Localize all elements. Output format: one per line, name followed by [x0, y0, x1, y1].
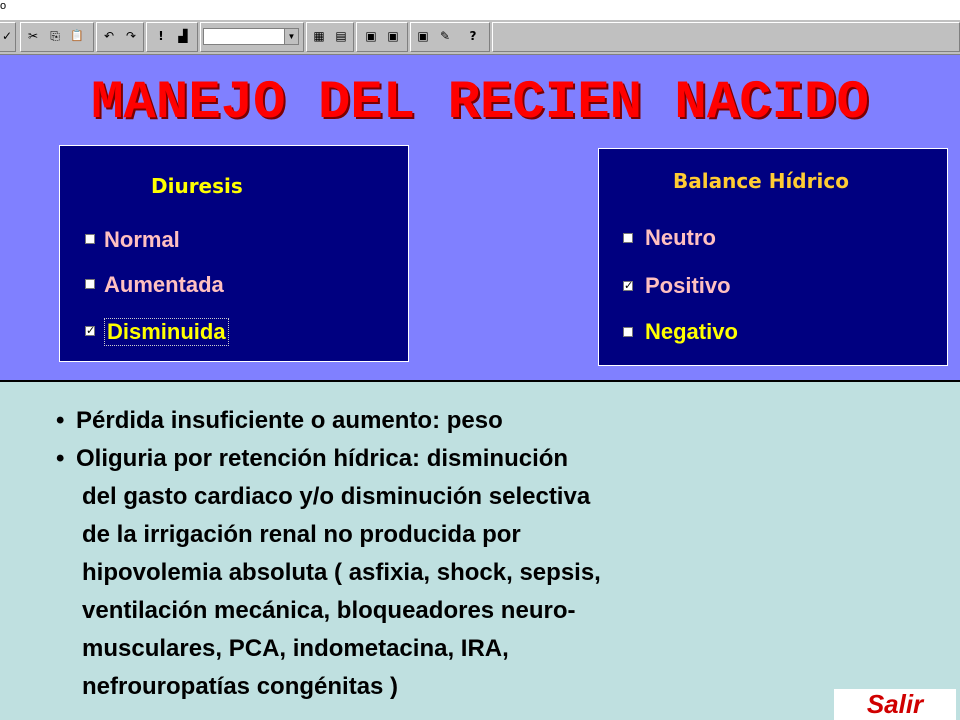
diuresis-panel: [59, 145, 409, 362]
balance-panel: [598, 148, 948, 366]
option-neutro[interactable]: Neutro: [645, 225, 716, 250]
slide: [0, 55, 960, 720]
bullet-text: Pérdida insuficiente o aumento: peso: [76, 407, 503, 434]
bullet-item: [56, 440, 836, 706]
option-negativo[interactable]: Negativo: [645, 319, 738, 344]
table-icon[interactable]: ▦: [313, 29, 325, 43]
exclamation-icon[interactable]: !: [158, 29, 164, 43]
bullet-continuation-line: musculares, PCA, indometacina, IRA,: [82, 635, 509, 662]
positivo-checkbox[interactable]: ✓: [624, 280, 634, 292]
bullet-text: Oliguria por retención hídrica: disminución: [76, 445, 569, 472]
disminuida-checkbox[interactable]: ✓: [86, 325, 96, 337]
menu-bar: [0, 0, 960, 20]
option-normal[interactable]: Normal: [104, 227, 180, 252]
exit-button[interactable]: Salir: [834, 689, 956, 720]
normal-checkbox[interactable]: [85, 234, 95, 244]
bullet-continuation-line: de la irrigación renal no producida por: [82, 521, 521, 548]
chevron-down-icon[interactable]: ▼: [284, 29, 298, 44]
tool-a-icon[interactable]: ▣: [365, 29, 377, 43]
tool-d-icon[interactable]: ✎: [439, 29, 451, 43]
redo-icon[interactable]: ↷: [125, 29, 137, 43]
bullet-item: [56, 402, 836, 440]
toolbar: [0, 20, 960, 55]
help-icon[interactable]: ?: [469, 29, 477, 43]
undo-icon[interactable]: ↶: [103, 29, 115, 43]
slide-body-area: [0, 382, 960, 720]
diuresis-title: Diuresis: [151, 174, 243, 198]
tool-b-icon[interactable]: ▣: [387, 29, 399, 43]
insert-icon[interactable]: ▤: [335, 29, 347, 43]
copy-icon[interactable]: ⎘: [50, 29, 60, 43]
bullet-continuation-line: hipovolemia absoluta ( asfixia, shock, sepsis,: [82, 559, 601, 586]
slide-title: MANEJO DEL RECIEN NACIDO: [91, 73, 869, 134]
spellcheck-icon[interactable]: ✓: [1, 29, 13, 43]
negativo-checkbox[interactable]: [623, 327, 633, 337]
option-aumentada[interactable]: Aumentada: [104, 272, 224, 297]
neutro-checkbox[interactable]: [623, 233, 633, 243]
slide-header-area: [0, 55, 960, 380]
paste-icon[interactable]: 📋: [70, 29, 84, 42]
toolbar-group-9: [492, 22, 960, 52]
bullet-continuation-line: nefrouropatías congénitas ): [82, 673, 399, 700]
aumentada-checkbox[interactable]: [85, 279, 95, 289]
balance-title: Balance Hídrico: [673, 169, 849, 193]
menu-glyph: o: [0, 0, 7, 12]
option-positivo[interactable]: Positivo: [645, 273, 731, 298]
bullet-continuation-line: ventilación mecánica, bloqueadores neuro-: [82, 597, 576, 624]
option-disminuida[interactable]: Disminuida: [104, 318, 229, 346]
bullet-list: [56, 402, 836, 706]
bullet-continuation-line: del gasto cardiaco y/o disminución selectiva: [82, 483, 591, 510]
cut-icon[interactable]: ✂: [27, 29, 39, 43]
font-combo[interactable]: [203, 28, 299, 45]
chart-icon[interactable]: ▟: [178, 29, 188, 43]
tool-c-icon[interactable]: ▣: [417, 29, 429, 43]
